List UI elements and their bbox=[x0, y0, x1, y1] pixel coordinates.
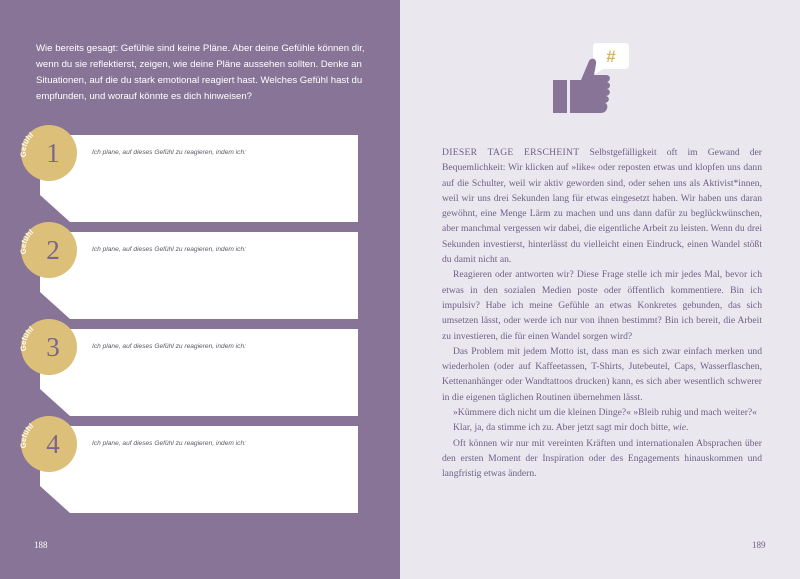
svg-text:#: # bbox=[606, 47, 616, 66]
paragraph-4: »Kümmere dich nicht um die kleinen Dinge?« »Bleib ruhig und mach weiter?« bbox=[453, 407, 757, 419]
paragraph-3: Das Problem mit jedem Motto ist, dass man es sich zwar einfach merken und wiederholen (oder auf Kaffeetassen, T-Shirts, Jutebeutel, Caps, Wasserflaschen, Kettenanhänger oder Wandtattoos drucken) kann, es sich aber wesentlich schwerer in die eigenen täglichen Routinen übernehmen lässt. bbox=[442, 345, 762, 403]
badge-number: 1 bbox=[46, 138, 60, 168]
badge-number: 4 bbox=[46, 429, 60, 459]
badge-label: Gefühl bbox=[18, 324, 36, 352]
badge-label: Gefühl bbox=[18, 227, 36, 255]
paragraph-1 bbox=[442, 145, 762, 267]
paragraph-1-text: Selbstgefälligkeit oft im Gewand der Bequemlichkeit: Wir klicken auf »like« oder reposten etwas und klopfen uns dann auf die Schulter, weil wir aktiv geworden sind, oder sehen uns als Aktivist*innen, weil wir uns drei Sekunden lang für etwas eingesetzt haben. Wir haben uns daran gewöhnt, eine Menge Lärm zu machen und uns dann dafür zu beglückwünschen, aber manchmal vergessen wir dabei, die eigentliche Arbeit zu leisten. Wenn du drei Sekunden investierst, hinterlässt du vielleicht einen Eindruck, einen Wandel stößt du damit nicht an. bbox=[442, 147, 763, 266]
paragraph-5 bbox=[442, 420, 762, 435]
gefuehl-badge bbox=[18, 125, 77, 181]
feeling-card-3 bbox=[18, 324, 358, 416]
page-number-right: 189 bbox=[752, 540, 766, 550]
card-prompt: Ich plane, auf dieses Gefühl zu reagieren, indem ich: bbox=[92, 343, 246, 350]
gefuehl-badge bbox=[18, 416, 77, 472]
feeling-card-2 bbox=[18, 227, 358, 319]
gefuehl-badge bbox=[18, 222, 77, 278]
card-prompt: Ich plane, auf dieses Gefühl zu reagieren, indem ich: bbox=[92, 246, 246, 253]
card-prompt: Ich plane, auf dieses Gefühl zu reagieren, indem ich: bbox=[92, 149, 246, 156]
feeling-card-1 bbox=[18, 130, 358, 222]
paragraph-5-text: Klar, ja, da stimme ich zu. Aber jetzt sagt mir doch bitte, bbox=[453, 422, 673, 434]
lead-caps: DIESER TAGE ERSCHEINT bbox=[442, 147, 580, 158]
paragraph-5-emphasis: wie bbox=[672, 422, 687, 434]
card-prompt: Ich plane, auf dieses Gefühl zu reagieren, indem ich: bbox=[92, 440, 246, 447]
badge-label: Gefühl bbox=[18, 421, 36, 449]
badge-number: 3 bbox=[46, 332, 60, 362]
badge-number: 2 bbox=[46, 235, 60, 265]
paragraph-6: Oft können wir nur mit vereinten Kräften und internationalen Absprachen über den ersten Moment der Inspiration oder des Engagements hinauskommen und langfristig etwas ändern. bbox=[442, 437, 762, 480]
intro-text: Wie bereits gesagt: Gefühle sind keine Pläne. Aber deine Gefühle können dir, wenn du sie reflektierst, zeigen, wie deine Pläne aussehen sollten. Denke an Situationen, auf die du stark emotional reagiert hast. Welches Gefühl hast du empfunden, und worauf könnte es dich hinweisen? bbox=[36, 43, 365, 102]
badge-label: Gefühl bbox=[18, 130, 36, 158]
page-number-left: 188 bbox=[34, 540, 48, 550]
paragraph-2: Reagieren oder antworten wir? Diese Frage stelle ich mir jedes Mal, bevor ich etwas in den sozialen Medien poste oder öffentlich kommentiere. Bin ich impulsiv? Habe ich meine Gefühle an etwas Konkretes gebunden, das sich umsetzen lässt, oder werde ich nur von ihnen bestimmt? Bin ich bereit, die Arbeit zu investieren, die für einen Wandel sorgen wird? bbox=[442, 269, 762, 342]
feeling-card-4 bbox=[18, 421, 358, 513]
gefuehl-badge bbox=[18, 319, 77, 375]
article-body bbox=[442, 145, 762, 482]
paragraph-5-end: . bbox=[686, 422, 689, 434]
thumbs-up-hashtag-icon bbox=[551, 43, 631, 115]
